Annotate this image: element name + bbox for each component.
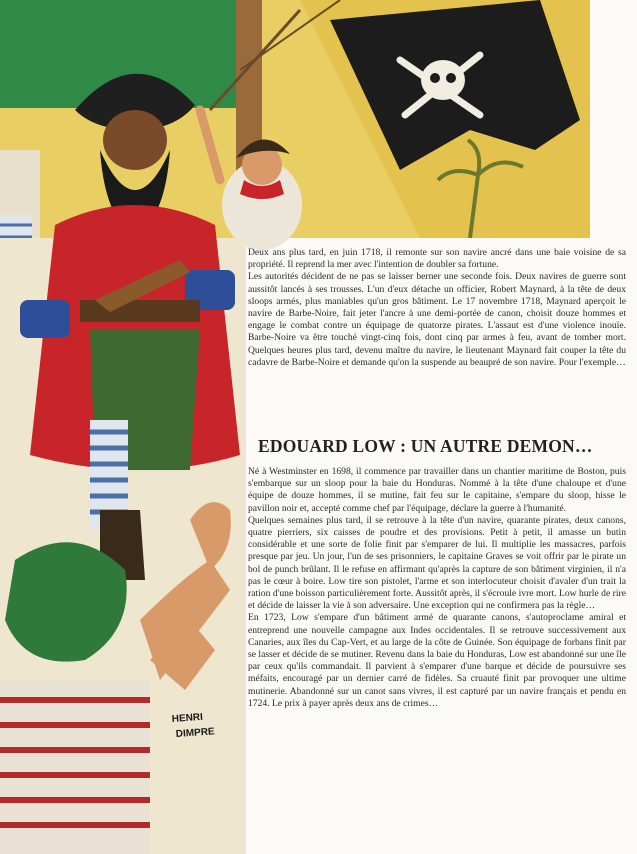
section-heading: EDOUARD LOW : UN AUTRE DEMON… (258, 436, 593, 456)
blue-cuff-left (20, 300, 70, 338)
article-bottom-column (248, 466, 626, 710)
paragraph: En 1723, Low s'empare d'un bâtiment armé de quarante canons, s'autoproclame amiral et entreprend une nouvelle campagne aux Indes occidentales. Il se retrouve successivement aux Canaries, aux îles du Cap-Vert, et au large de la côte de Guinée. Son équipage de forbans finit par se lasser et décide de se mutiner. Revenu dans la baie du Honduras, Low est abandonné sur une île par ceux qu'ils commandait. Il parvient à s'emparer d'une barque et décide de poursuivre ses méfaits, encouragé par un dernier carré de fidèles. Sa cruauté finit par provoquer une ultime mutinerie. Abandonné sur un canot sans vivres, il est capturé par un navire français et pendu en 1724. Le prix à payer après deux ans de crimes… (248, 612, 626, 709)
article-top-column (248, 247, 626, 369)
paragraph: Né à Westminster en 1698, il commence par travailler dans un chantier maritime de Boston, puis s'embarque sur un sloop pour la baie du Honduras. Nommé à la tête d'une chaloupe et d'une équipe de douze hommes, il se mutine, fait feu sur le capitaine, s'empare du sloop, hisse le pavillon noir et, accepté comme chef par l'équipage, déclare la guerre à l'humanité. (248, 466, 626, 514)
belt (80, 300, 200, 322)
signature-line2: DIMPRE (175, 726, 216, 740)
paragraph: Quelques semaines plus tard, il se retrouve à la tête d'un navire, quarante pirates, deux canons, quatre pierriers, six caisses de poudre et des provisions. Petit à petit, il amasse un butin considérable et une sorte de folie finit par s'emparer de lui. Il multiplie les massacres, parfois presque par jeu. Un jour, l'un de ses prisonniers, le capitaine Graves se voit offrir par le pirate un bol de punch brûlant. Il le refuse en affirmant qu'après la capture de son bâtiment virginien, il n'a pas le cœur à boire. Low tire son pistolet, l'arme et son interlocuteur choisit d'avaler d'un trait la ration d'une boisson particulièrement forte. Aussitôt après, il s'écroule ivre mort. Low hurle de rire et décide de laisser la vie à son adversaire. Une exception qui ne confirmera pas la règle… (248, 514, 626, 612)
signature-line1: HENRI (171, 711, 204, 725)
paragraph: Les autorités décident de ne pas se laisser berner une seconde fois. Deux navires de guerre sont aussitôt lancés à ses trousses. L'un d'eux détache un officier, Robert Maynard, à la tête de deux sloops armés, plus maniables qu'un gros bâtiment. Le 17 novembre 1718, Maynard aperçoit le navire de Barbe-Noire, fait jeter l'ancre à une demi-portée de canon, choisit douze hommes et engage le combat contre un équipage de quatorze pirates. L'assaut est d'une violence inouïe. Barbe-Noire va être touché vingt-cinq fois, dont cinq par armes à feu, avant de tomber mort. Quelques heures plus tard, devenu maître du navire, le lieutenant Maynard fait couper la tête du cadavre de Barbe-Noire et demande qu'on la suspende au beaupré de son navire. Pour l'exemple… (248, 271, 626, 368)
paragraph: Deux ans plus tard, en juin 1718, il remonte sur son navire ancré dans une baie voisine de sa propriété. Il reprend la mer avec l'intention de doubler sa fortune. (248, 247, 626, 271)
